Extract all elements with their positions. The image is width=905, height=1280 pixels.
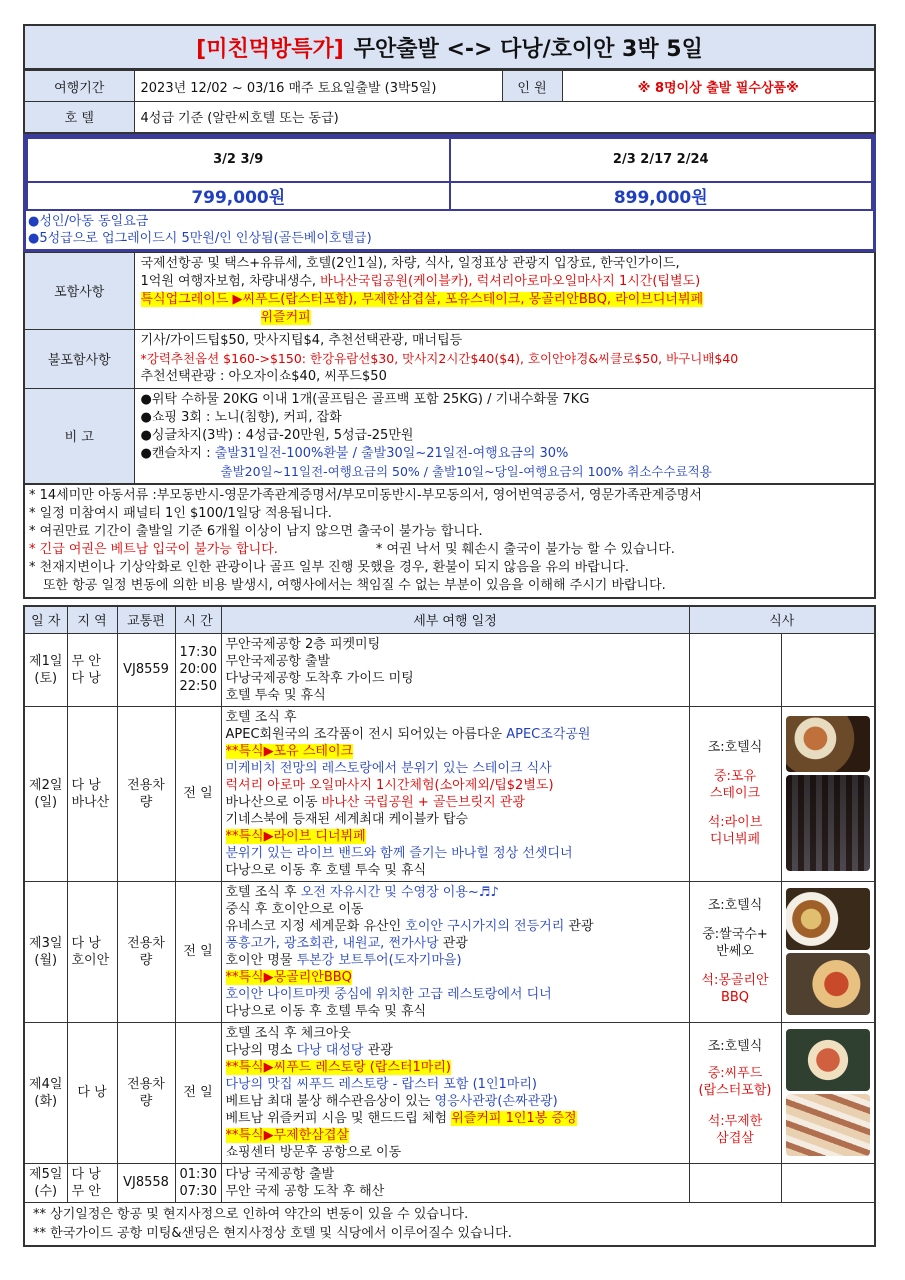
period-label: 여행기간 [24, 71, 134, 102]
day-dow: (토) [34, 670, 58, 686]
meal-lunch: 중:씨푸드 (랍스터포함) [698, 1066, 772, 1098]
col-region: 지 역 [67, 606, 117, 634]
region-1: 다 낭 [71, 1166, 101, 1182]
price-amount-2: 899,000원 [450, 182, 873, 210]
remarks-line-4b: 출발31일전-100%환불 / 출발30일~21일전-여행요금의 30% [214, 445, 569, 461]
food-photo [786, 716, 870, 772]
meal-breakfast: 조:호텔식 [707, 740, 763, 755]
detail-line: 호텔 조식 후 [225, 884, 301, 900]
transport: VJ8558 [117, 1163, 175, 1202]
page-title [23, 24, 876, 70]
region-2: 호이안 [71, 952, 110, 968]
footer-note-1: ** 상기일정은 항공 및 현지사정으로 인하여 약간의 변동이 있을 수 있습니다. [33, 1206, 469, 1222]
detail-line: 바나산으로 이동 [225, 794, 322, 810]
detail-line: 다낭으로 이동 후 호텔 투숙 및 휴식 [225, 862, 427, 878]
detail-highlight: APEC조각공원 [506, 726, 591, 742]
special-meal: **특식▶라이브 디너뷔페 [225, 828, 366, 844]
conditions-table [23, 252, 876, 485]
detail-line: 중식 후 호이안으로 이동 [225, 901, 364, 917]
remarks-line-2: ●쇼핑 3회 : 노니(침향), 커피, 잡화 [140, 409, 342, 425]
notice-4b: * 여권 낙서 및 훼손시 출국이 불가능 할 수 있습니다. [375, 541, 675, 557]
table-row [24, 1163, 875, 1202]
meal-dinner: 석:라이브 디너뷔페 [707, 815, 763, 847]
info-table [23, 70, 876, 134]
col-time: 시 간 [175, 606, 221, 634]
detail-line: 유네스코 지정 세계문화 유산인 [225, 918, 406, 934]
includes-label: 포함사항 [24, 252, 134, 329]
meal-dinner: 석:몽골리안 BBQ [701, 973, 769, 1005]
detail-line: 분위기 있는 라이브 밴드와 함께 즐기는 바나힐 정상 선셋디너 [225, 845, 573, 861]
promo-tag: [미친먹방특가] [196, 36, 344, 62]
detail-line: 다낭의 명소 [225, 1042, 297, 1058]
day-label: 제2일 [29, 777, 63, 793]
detail-highlight: 풍흥고가, 광조회관, 내원교, [225, 935, 389, 951]
price-note-1: ●성인/아동 동일요금 [28, 213, 149, 229]
detail-line: 베트남 최대 불상 해수관음상이 있는 [225, 1093, 435, 1109]
remarks-label: 비 고 [24, 388, 134, 484]
table-row [24, 881, 875, 1022]
notice-4a: * 긴급 여권은 베트남 입국이 불가능 합니다. [29, 541, 278, 557]
notice-6: 또한 항공 일정 변동에 의한 비용 발생시, 여행사에서는 책임질 수 없는 부분이 있음을 이해해 주시기 바랍니다. [43, 577, 666, 593]
excludes-line-2: *강력추천옵션 $160->$150: 한강유람선$30, 맛사지2시간$40($4), 호이안야경&씨클로$50, 바구니배$40 [140, 350, 739, 366]
hotel-value: 4성급 기준 (알란씨호텔 또는 동급) [134, 102, 875, 133]
notice-2: * 일정 미참여시 패널티 1인 $100/1일당 적용됩니다. [29, 505, 332, 521]
day-dow: (수) [34, 1183, 58, 1199]
detail-line: 다낭의 맛집 씨푸드 레스토랑 - 랍스터 포함 (1인1마리) [225, 1076, 537, 1092]
price-amount-1: 799,000원 [27, 182, 450, 210]
day-dow: (일) [34, 794, 58, 810]
time: 전 일 [175, 1022, 221, 1163]
col-transport: 교통편 [117, 606, 175, 634]
people-label: 인 원 [502, 71, 562, 102]
notice-3: * 여권만료 기간이 출발일 기준 6개월 이상이 남지 않으면 출국이 불가능 합니다. [29, 523, 483, 539]
table-row [24, 633, 875, 706]
detail-line: 호텔 투숙 및 휴식 [225, 687, 326, 703]
day-dow: (월) [34, 952, 58, 968]
detail-line: 무안국제공항 출발 [225, 653, 331, 669]
includes-line-1: 국제선항공 및 택스+유류세, 호텔(2인1실), 차량, 식사, 일정표상 관광지 입장료, 한국인가이드, [140, 255, 680, 271]
excludes-line-3: 추천선택관광 : 아오자이쇼$40, 씨푸드$50 [140, 368, 387, 384]
bbq-photo [786, 953, 870, 1015]
time: 전 일 [175, 881, 221, 1022]
special-meal: **특식▶씨푸드 레스토랑 (랍스터1마리) [225, 1059, 451, 1075]
detail-line: 관광 [363, 1042, 393, 1058]
special-meal: **특식▶포유 스테이크 [225, 743, 354, 759]
detail-line: 다낭으로 이동 후 호텔 투숙 및 휴식 [225, 1003, 427, 1019]
includes-line-4: 위즐커피 [260, 309, 311, 325]
excludes-label: 불포함사항 [24, 329, 134, 388]
day-label: 제5일 [29, 1166, 63, 1182]
region-2: 다 낭 [71, 670, 101, 686]
detail-highlight: 바나산 국립공원 + 골든브릿지 관광 [321, 794, 525, 810]
cable-car-photo [786, 775, 870, 871]
region-2: 무 안 [71, 1183, 101, 1199]
detail-line: 호텔 조식 후 체크아웃 [225, 1025, 351, 1041]
region-1: 다 낭 [71, 935, 101, 951]
detail-highlight: 오전 자유시간 및 수영장 이용~♬♪ [300, 884, 499, 900]
detail-highlight: 쩐가사당 [388, 935, 439, 951]
price-note-2: ●5성급으로 업그레이드시 5만원/인 인상됨(골든베이호텔급) [28, 230, 372, 246]
title-text: 무안출발 <-> 다낭/호이안 3박 5일 [353, 36, 703, 62]
detail-line: 기네스북에 등재된 세계최대 케이블카 탑승 [225, 811, 469, 827]
table-row [24, 1022, 875, 1163]
people-value: ※ 8명이상 출발 필수상품※ [562, 71, 875, 102]
table-row [24, 706, 875, 881]
food-photo [786, 888, 870, 950]
transport: 전용차량 [117, 706, 175, 881]
detail-line: 다낭국제공항 도착후 가이드 미팅 [225, 670, 414, 686]
time: 전 일 [175, 706, 221, 881]
day-label: 제3일 [29, 935, 63, 951]
col-meal: 식사 [689, 606, 875, 634]
special-meal: **특식▶무제한삼겹살 [225, 1127, 349, 1143]
region-1: 다 낭 [67, 1022, 117, 1163]
meal-dinner: 석:무제한 삼겹살 [707, 1114, 763, 1146]
transport: 전용차량 [117, 1022, 175, 1163]
detail-line: 무안 국제 공항 도착 후 해산 [225, 1183, 385, 1199]
remarks-line-4a: ●캔슬차지 : [140, 445, 215, 461]
transport: 전용차량 [117, 881, 175, 1022]
day-dow: (화) [34, 1093, 58, 1109]
excludes-line-1: 기사/가이드팁$50, 맛사지팁$4, 추천선택관광, 매너팁등 [140, 332, 463, 348]
transport: VJ8559 [117, 633, 175, 706]
detail-line: 다낭 국제공항 출발 [225, 1166, 335, 1182]
notice-5: * 천재지변이나 기상악화로 인한 관광이나 골프 일부 진행 못했을 경우, 환불이 되지 않음을 유의 바랍니다. [29, 559, 630, 575]
meal-lunch: 중:포유 스테이크 [709, 769, 761, 801]
schedule-table [23, 605, 876, 1247]
seafood-photo [786, 1029, 870, 1091]
day-label: 제4일 [29, 1076, 63, 1092]
includes-line-3: 특식업그레이드 ▶씨푸드(랍스터포함), 무제한삼겹살, 포유스테이크, 몽골리안BBQ, 라이브디너뷔페 [140, 291, 704, 307]
region-1: 무 안 [71, 653, 101, 669]
detail-highlight: 다낭 대성당 [296, 1042, 364, 1058]
price-dates-1: 3/2 3/9 [27, 138, 450, 182]
meal-lunch: 중:쌀국수+ 반쎄오 [702, 927, 768, 959]
detail-line: 호텔 조식 후 [225, 709, 297, 725]
meal-breakfast: 조:호텔식 [707, 1039, 763, 1054]
detail-line: 호이안 나이트마켓 중심에 위치한 고급 레스토랑에서 디너 [225, 986, 552, 1002]
detail-line: 쇼핑센터 방문후 공항으로 이동 [225, 1144, 402, 1160]
footer-note-2: ** 한국가이드 공항 미팅&샌딩은 현지사정상 호텔 및 식당에서 이루어질수 있습니다. [33, 1225, 512, 1241]
times: 17:30 20:00 22:50 [175, 633, 221, 706]
detail-line: APEC회원국의 조각품이 전시 되어있는 아름다운 [225, 726, 507, 742]
detail-line: 호이안 명물 [225, 952, 297, 968]
remarks-line-5: 출발20일~11일전-여행요금의 50% / 출발10일~당일-여행요금의 100% 취소수수료적용 [220, 463, 712, 479]
detail-highlight: 투본강 보트투어(도자기마을) [296, 952, 462, 968]
detail-line: 베트남 위즐커피 시음 및 핸드드립 체험 [225, 1110, 452, 1126]
detail-line: 관광 [438, 935, 468, 951]
price-dates-2: 2/3 2/17 2/24 [450, 138, 873, 182]
special-meal: **특식▶몽골리안BBQ [225, 969, 352, 985]
period-value: 2023년 12/02 ~ 03/16 매주 토요일출발 (3박5일) [134, 71, 502, 102]
detail-highlight: 호이안 구시가지의 전등거리 [405, 918, 565, 934]
includes-line-2a: 1억원 여행자보험, 차량내생수, [140, 273, 321, 289]
day-label: 제1일 [29, 653, 63, 669]
samgyeopsal-photo [786, 1094, 870, 1156]
col-day: 일 자 [24, 606, 67, 634]
region-1: 다 낭 [71, 777, 101, 793]
remarks-line-1: ●위탁 수하물 20KG 이내 1개(골프팀은 골프백 포함 25KG) / 기내수화물 7KG [140, 391, 590, 407]
detail-line: 관광 [564, 918, 594, 934]
notices [23, 485, 876, 599]
includes-line-2b: 바나산국립공원(케이블카), 럭셔리아로마오일마사지 1시간(팁별도) [320, 273, 701, 289]
hotel-label: 호 텔 [24, 102, 134, 133]
remarks-line-3: ●싱글차지(3박) : 4성급-20만원, 5성급-25만원 [140, 427, 414, 443]
detail-line: 미케비치 전망의 레스토랑에서 분위기 있는 스테이크 식사 [225, 760, 552, 776]
region-2: 바나산 [71, 794, 110, 810]
price-box [23, 134, 876, 252]
times: 01:30 07:30 [175, 1163, 221, 1202]
detail-highlight: 위즐커피 1인1봉 증정 [451, 1110, 577, 1126]
detail-line: 럭셔리 아로마 오일마사지 1시간체험(소아제외/팁$2별도) [225, 777, 554, 793]
detail-highlight: 영응사관광(손짜관광) [434, 1093, 558, 1109]
meal-breakfast: 조:호텔식 [707, 898, 763, 913]
detail-line: 무안국제공항 2층 피켓미팅 [225, 636, 381, 652]
notice-1: * 14세미만 아동서류 :부모동반시-영문가족관계증명서/부모미동반시-부모동의서, 영어번역공증서, 영문가족관계증명서 [29, 487, 702, 503]
col-detail: 세부 여행 일정 [221, 606, 689, 634]
